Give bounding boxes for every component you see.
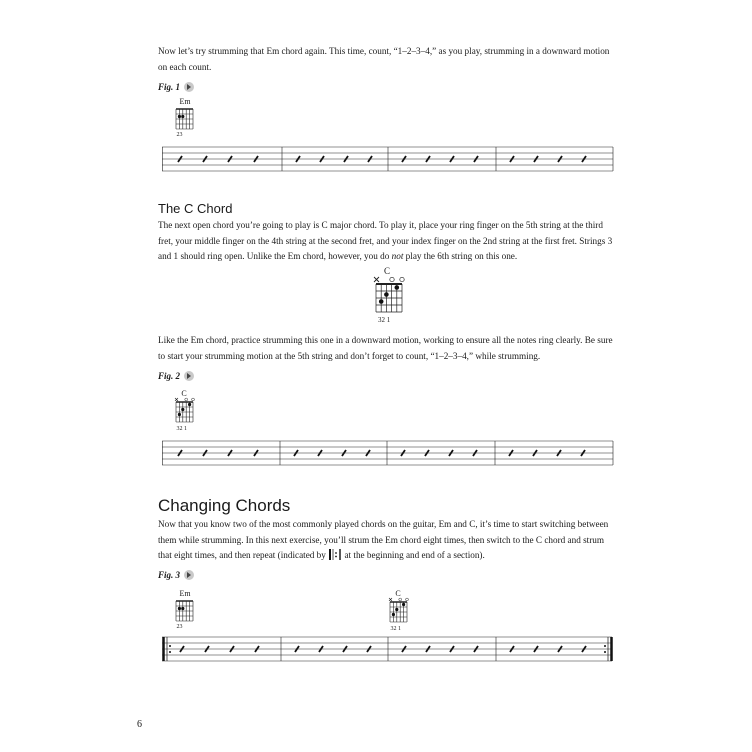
figure-2-label [158, 371, 194, 381]
chord-name: Em [179, 97, 191, 106]
c-chord-practice-paragraph: Like the Em chord, practice strumming this one in a downward motion, working to ensure all the notes ring clearly. Be sure to start your strumming motion at the 5th string and don’t forget to count, “1–2–3–4,” while strumming. [158, 335, 613, 361]
chord-grid [176, 109, 193, 129]
figure-2-title: Fig. 2 [158, 371, 181, 381]
strum-staff-2 [162, 439, 614, 471]
repeat-sign-icon [328, 549, 342, 560]
figure-3-label [158, 570, 194, 580]
figure-1-title: Fig. 1 [158, 82, 181, 92]
finger-dot [178, 607, 181, 610]
finger-dot [384, 292, 389, 297]
c-chord-large-diagram [364, 265, 410, 325]
fingering: 32 1 [378, 316, 391, 324]
finger-dot [188, 403, 191, 406]
em-chord-diagram [170, 96, 200, 140]
c-chord-emphasis: not [391, 251, 404, 261]
open-string-marker [406, 598, 409, 601]
section-heading-c-chord: The C Chord [158, 201, 233, 216]
finger-dot [181, 115, 184, 118]
figure-3-title: Fig. 3 [158, 570, 181, 580]
fingering: 32 1 [176, 426, 187, 432]
chord-name: C [395, 589, 401, 598]
open-string-marker [390, 277, 394, 281]
c-chord-text-1-end: play the 6th string on this one. [403, 251, 518, 261]
chord-name: Em [179, 589, 191, 598]
speaker-icon[interactable] [184, 82, 194, 92]
fingering: 23 [176, 624, 183, 630]
c-chord-paragraph [158, 218, 618, 265]
finger-dot [181, 607, 184, 610]
figure-1-label [158, 82, 194, 92]
changing-chords-paragraph [158, 517, 618, 564]
open-string-marker [400, 277, 404, 281]
c-chord-text-1: The next open chord you’re going to play is C major chord. To play it, place your ring finger on the 5th string at the third fret, your middle finger on the 4th string at the second fret, and your index finger on the 2nd string at the first fret. Strings 3 and 1 should ring open. Unlike the Em chord, however, you do [158, 220, 613, 261]
strum-staff-1 [162, 145, 614, 177]
em-chord-diagram [170, 588, 200, 632]
intro-paragraph: Now let’s try strumming that Em chord again. This time, count, “1–2–3–4,” as you play, strumming in a downward motion on each count. [158, 46, 610, 72]
finger-dot [395, 608, 398, 611]
open-string-marker [192, 398, 195, 401]
c-chord-diagram [384, 588, 414, 634]
open-string-marker [185, 398, 188, 401]
section-heading-changing-chords: Changing Chords [158, 496, 291, 515]
changing-chords-text-a: Now that you know two of the most commonly played chords on the guitar, Em and C, it’s time to start switching between them while strumming. In this next exercise, you’ll strum the Em chord eight times, then switch to the C chord and strum that eight times, and then repeat (indicated by [158, 519, 609, 560]
speaker-icon[interactable] [184, 570, 194, 580]
page-number: 6 [137, 719, 142, 730]
finger-dot [379, 299, 384, 304]
finger-dot [178, 413, 181, 416]
chord-name: C [383, 266, 391, 276]
finger-dot [402, 603, 405, 606]
speaker-icon[interactable] [184, 371, 194, 381]
open-string-marker [399, 598, 402, 601]
fingering: 23 [176, 132, 183, 138]
finger-dot [181, 408, 184, 411]
strum-staff-3-repeat [160, 635, 616, 667]
c-chord-diagram [170, 388, 200, 434]
changing-chords-text-b: at the beginning and end of a section). [342, 550, 485, 560]
fingering: 32 1 [390, 626, 401, 632]
finger-dot [392, 613, 395, 616]
finger-dot [178, 115, 181, 118]
finger-dot [395, 285, 400, 290]
chord-name: C [181, 389, 187, 398]
